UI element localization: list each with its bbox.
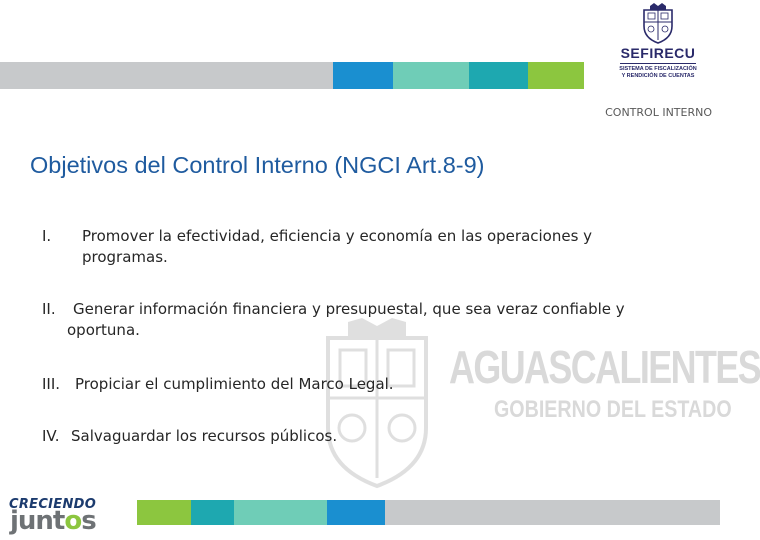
bottom-bar-teal-segment [234,500,327,525]
top-bar-dark-teal-segment [469,62,528,89]
slide-title: Objetivos del Control Interno (NGCI Art.8-9) [30,152,485,178]
section-label: CONTROL INTERNO [605,106,712,119]
objective-number: III. [42,375,61,393]
logo-juntos-o: o [64,506,82,536]
logo-subtitle-line2: Y RENDICIÓN DE CUENTAS [621,73,695,79]
logo-juntos-part2: s [81,506,96,536]
logo-divider [620,63,696,64]
objective-text-line1: Generar información financiera y presupuestal, que sea veraz confiable y [73,300,625,318]
logo-subtitle-line1: SISTEMA DE FISCALIZACIÓN [619,66,697,72]
objective-item-1 [42,226,682,268]
bottom-bar-green-segment [137,500,191,525]
objective-number: I. [42,227,52,245]
coat-of-arms-icon [640,2,676,44]
top-bar-gray-segment [0,62,333,89]
objective-item-4 [42,426,682,448]
sefirecu-logo [598,2,718,94]
objective-item-3 [42,374,682,396]
top-bar-blue-segment [333,62,393,89]
top-bar-green-segment [528,62,584,89]
objective-text-line2: oportuna. [67,321,140,339]
bottom-bar-dark-teal-segment [191,500,234,525]
objective-item-2 [42,299,682,341]
bottom-bar-blue-segment [327,500,385,525]
watermark-title: AGUASCALIENTES [449,341,760,393]
objective-text-line2: programas. [82,248,168,266]
objective-number: II. [42,300,56,318]
watermark-subtitle: GOBIERNO DEL ESTADO [494,396,732,423]
bottom-color-bar [137,500,720,525]
logo-juntos-part1: junt [10,506,65,536]
watermark-seal-icon [318,318,436,488]
top-color-bar [0,62,584,89]
objective-text-line1: Promover la efectividad, eficiencia y economía en las operaciones y [82,227,593,245]
logo-creciendo-text: CRECIENDO [9,497,97,512]
objective-text-line1: Propiciar el cumplimiento del Marco Legal. [75,375,394,393]
top-bar-teal-segment [393,62,469,89]
bottom-bar-gray-segment [385,500,720,525]
logo-juntos-text [10,506,96,536]
objective-number: IV. [42,427,60,445]
logo-name: SEFIRECU [620,45,696,61]
objective-text-line1: Salvaguardar los recursos públicos. [71,427,338,445]
